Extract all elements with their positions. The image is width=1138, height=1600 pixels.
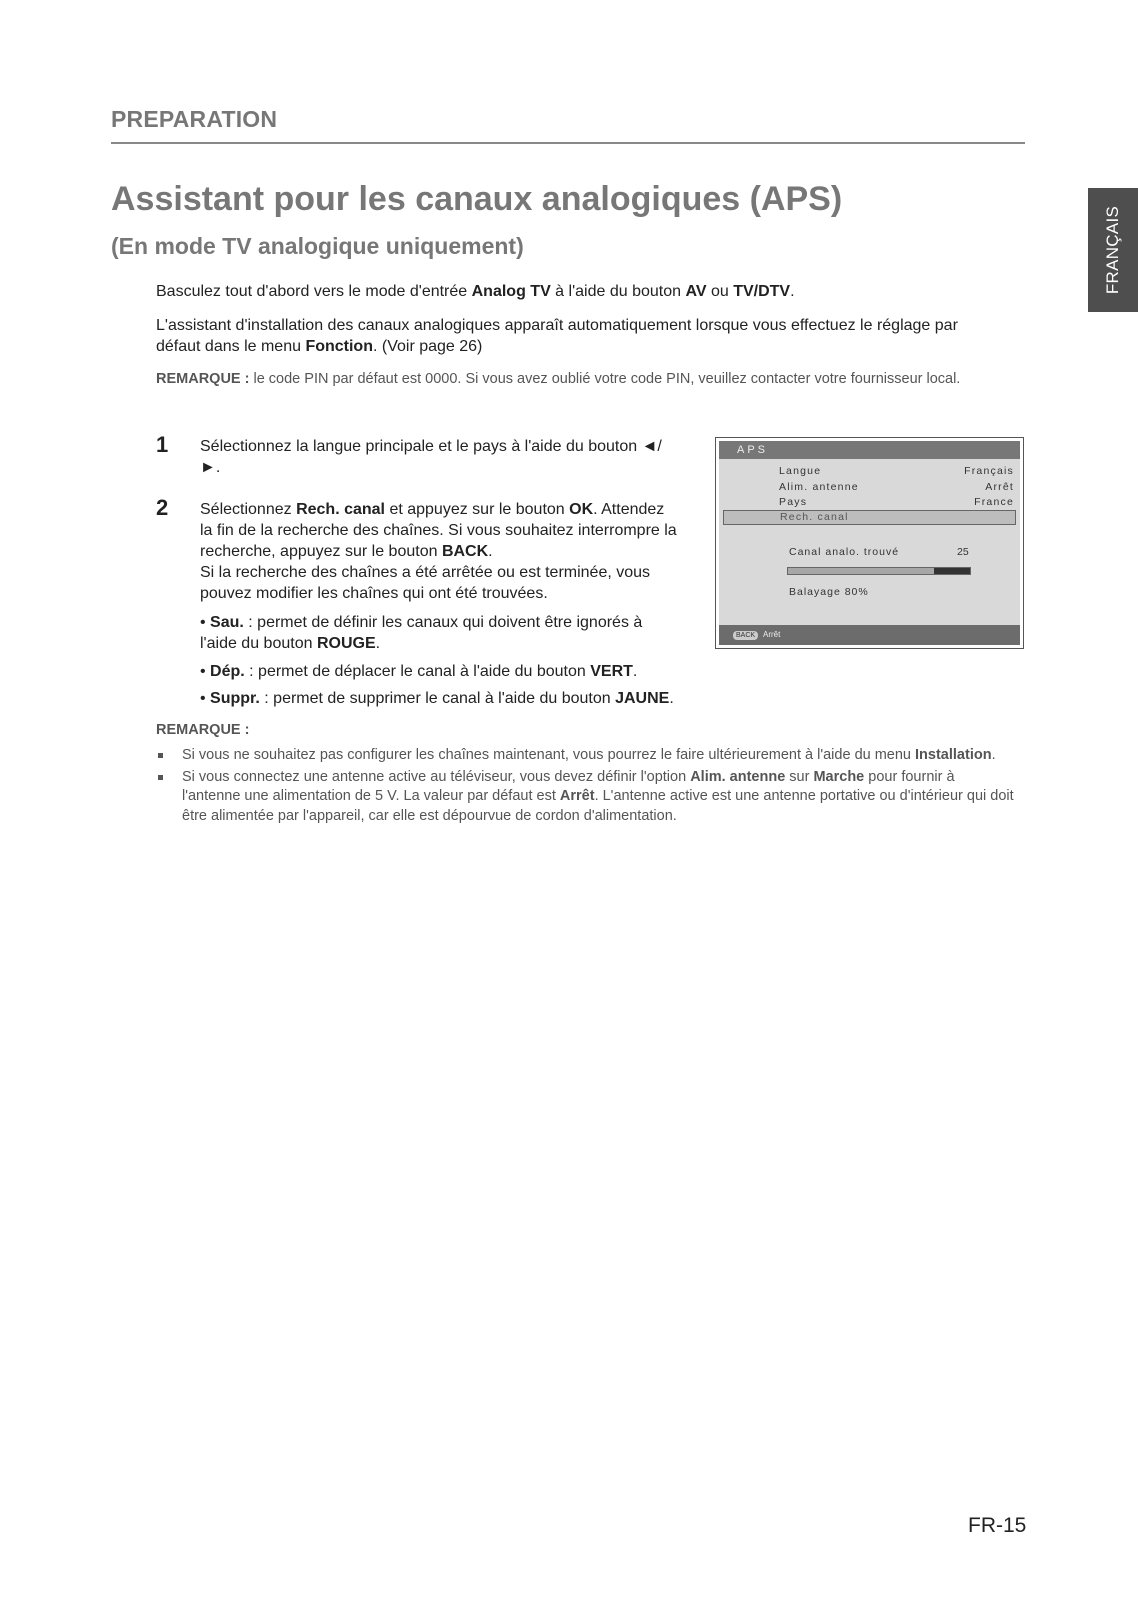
aps-progress-bar xyxy=(787,567,971,575)
aps-screen xyxy=(715,437,1024,649)
aps-screen-footer xyxy=(719,625,1020,645)
intro-paragraph-1: Basculez tout d'abord vers le mode d'entrée Analog TV à l'aide du bouton AV ou TV/DTV. xyxy=(156,283,795,300)
section-divider xyxy=(111,142,1025,144)
aps-progress-fill xyxy=(788,568,934,574)
remark-pin: REMARQUE : le code PIN par défaut est 0000. Si vous avez oublié votre code PIN, veuillez contacter votre fournisseur local. xyxy=(156,371,961,387)
square-bullet-icon xyxy=(158,775,163,780)
step-number-2: 2 xyxy=(156,495,169,520)
aps-found-count: 25 xyxy=(957,546,969,558)
remark-heading: REMARQUE : xyxy=(156,722,250,738)
back-button-icon: BACK xyxy=(733,631,758,640)
aps-row-langue: Langue Français xyxy=(779,465,1014,477)
aps-stop-label: Arrêt xyxy=(763,630,781,639)
bullet-suppr: • Suppr. : permet de supprimer le canal à l'aide du bouton JAUNE. xyxy=(200,690,674,707)
square-bullet-icon xyxy=(158,753,163,758)
aps-screen-header: APS xyxy=(719,441,1020,459)
aps-scan-label: Balayage 80% xyxy=(789,586,869,598)
page-subtitle: (En mode TV analogique uniquement) xyxy=(111,233,524,259)
aps-row-alim-antenne: Alim. antenne Arrêt xyxy=(779,481,1014,493)
page-title: Assistant pour les canaux analogiques (APS) xyxy=(111,180,843,218)
aps-row-rech-canal: Rech. canal xyxy=(723,510,1016,525)
step-2-text: Sélectionnez Rech. canal et appuyez sur le bouton OK. Attendez la fin de la recherche des chaînes. Si vous souhaitez interrompre la recherche, appuyez sur le bouton BACK. Si la recherche des chaînes a été arrêtée ou est terminée, vous pouvez modifier les chaînes qui ont été trouvées. xyxy=(200,501,677,602)
aps-found-label: Canal analo. trouvé xyxy=(789,546,900,558)
bullet-sau: • Sau. : permet de définir les canaux qui doivent être ignorés à l'aide du bouton ROUGE. xyxy=(200,614,643,652)
language-tab-label: FRANÇAIS xyxy=(1103,205,1122,295)
page-number: FR-15 xyxy=(968,1514,1027,1537)
step-number-1: 1 xyxy=(156,432,169,457)
remark-item-antenna: Si vous connectez une antenne active au téléviseur, vous devez définir l'option Alim. antenne sur Marche pour fournir à l'antenne une alimentation de 5 V. La valeur par défaut est Arrêt. L'antenne active est une antenne portative ou d'intérieur qui doit être alimentée par l'appareil, car elle est dépourvue de cordon d'alimentation. xyxy=(156,768,1016,827)
aps-row-pays: Pays France xyxy=(779,496,1014,508)
language-tab xyxy=(1088,188,1138,312)
step-1-text: Sélectionnez la langue principale et le pays à l'aide du bouton ◄/►. xyxy=(200,438,662,476)
bullet-dep: • Dép. : permet de déplacer le canal à l'aide du bouton VERT. xyxy=(200,663,638,680)
remark-item-installation: Si vous ne souhaitez pas configurer les chaînes maintenant, vous pourrez le faire ultérieurement à l'aide du menu Installation. xyxy=(156,746,1016,766)
remark-list xyxy=(156,746,1016,828)
intro-paragraph-2: L'assistant d'installation des canaux analogiques apparaît automatiquement lorsque vous effectuez le réglage par défaut dans le menu Fonction. (Voir page 26) xyxy=(156,317,958,355)
section-label: PREPARATION xyxy=(111,106,278,132)
